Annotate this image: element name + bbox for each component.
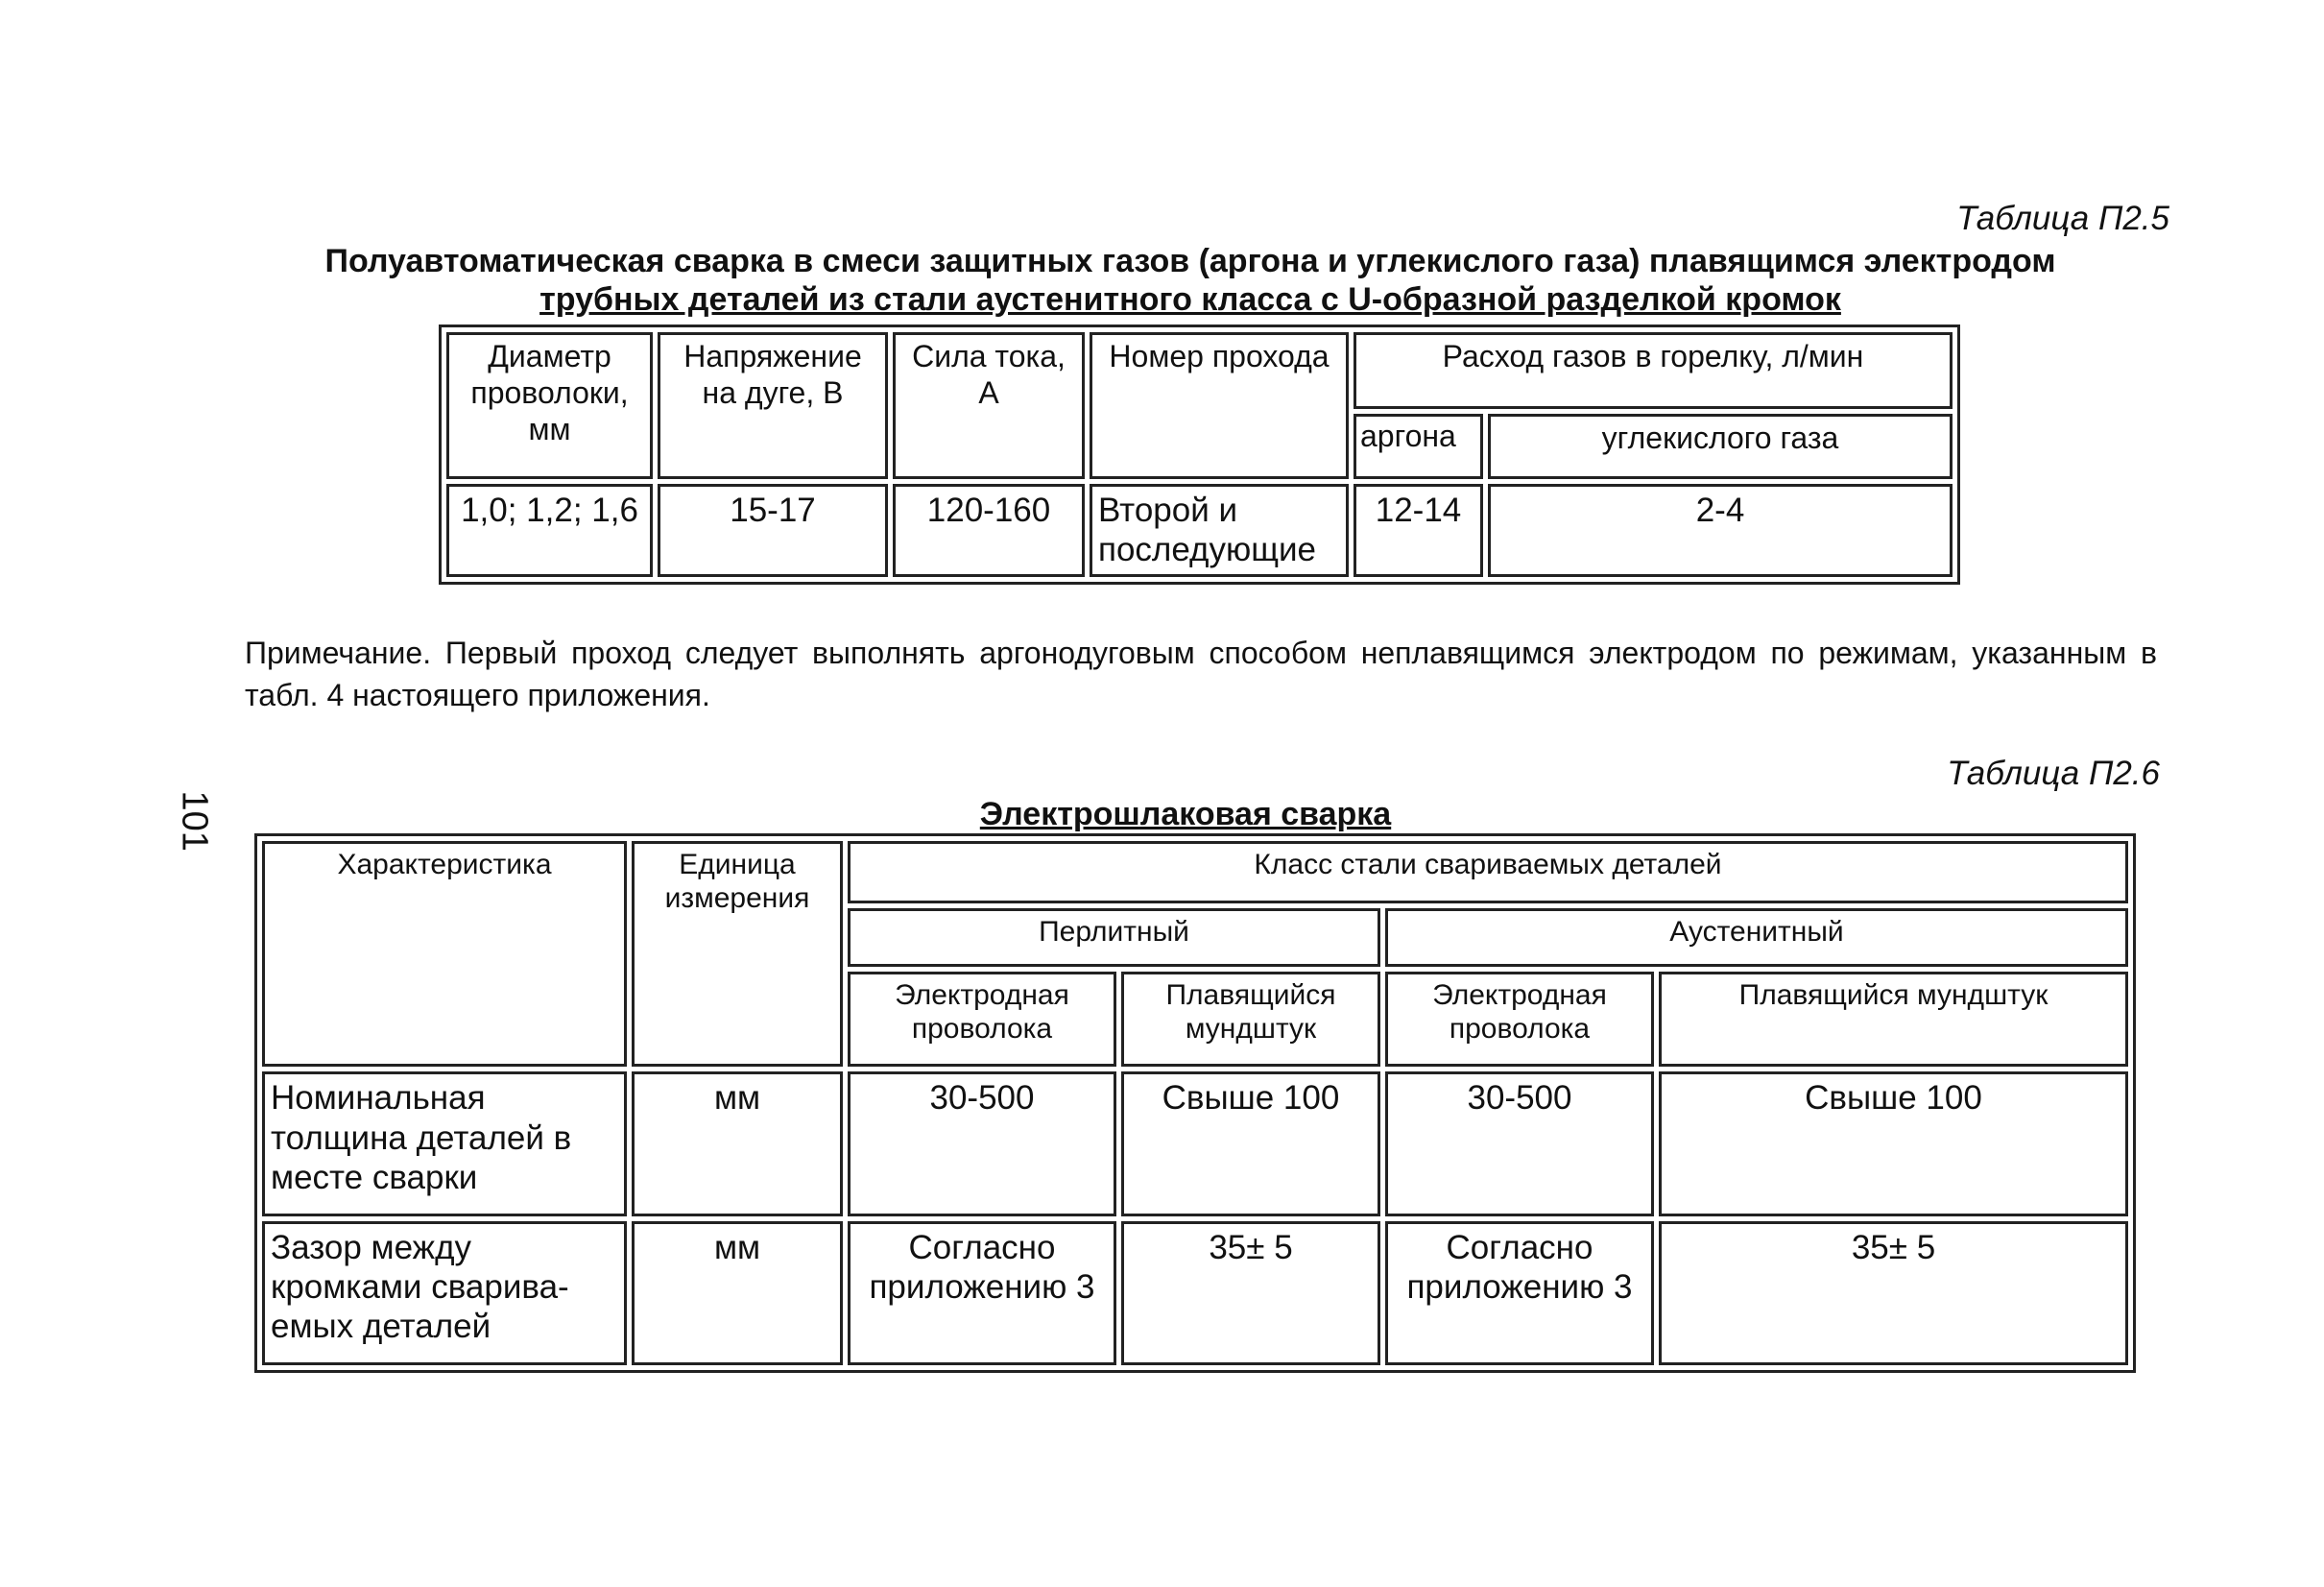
t2-row2-unit: мм [632, 1221, 843, 1365]
table2 [254, 833, 2136, 1373]
t2-header-characteristic: Характеристика [262, 841, 627, 1067]
t2-row1-p-wire: 30-500 [848, 1071, 1116, 1215]
page-number: 101 [174, 790, 215, 852]
t2-header-unit: Единица измерения [632, 841, 843, 1067]
t2-row2-a-nozzle: 35± 5 [1659, 1221, 2128, 1365]
t1-header-pass: Номер прохода [1090, 332, 1349, 479]
t2-header-p-wire: Электродная проволока [848, 972, 1116, 1068]
t2-header-steel-class: Класс стали свариваемых деталей [848, 841, 2128, 903]
t1-cell-pass: Второй и последующие [1090, 484, 1349, 577]
t2-row1-characteristic: Номинальная толщина деталей в месте сварки [262, 1071, 627, 1215]
table2-title-text: Электрошлаковая сварка [979, 796, 1392, 832]
t1-header-voltage: Напряжение на дуге, В [658, 332, 888, 479]
t1-cell-diameter: 1,0; 1,2; 1,6 [446, 484, 653, 577]
t2-row2-characteristic-line1: Зазор между [271, 1228, 471, 1266]
t1-header-co2: углекислого газа [1488, 414, 1953, 479]
t2-header-austenitic: Аустенитный [1385, 908, 2128, 967]
t1-header-gas-flow: Расход газов в горелку, л/мин [1354, 332, 1953, 409]
t2-header-pearlitic: Перлитный [848, 908, 1380, 967]
t2-row2-a-wire: Согласно приложению 3 [1385, 1221, 1654, 1365]
t2-row1-a-wire: 30-500 [1385, 1071, 1654, 1215]
table1-title-line1: Полуавтоматическая сварка в смеси защитных газов (аргона и углекислого газа) плавящимся электродом [324, 243, 2056, 279]
t2-row2-p-nozzle: 35± 5 [1121, 1221, 1380, 1365]
t2-row2-characteristic-line3: емых деталей [271, 1308, 491, 1346]
t2-header-a-wire: Электродная проволока [1385, 972, 1654, 1068]
t2-header-a-nozzle: Плавящийся мундштук [1659, 972, 2128, 1068]
note-text: Примечание. Первый проход следует выполнять аргонодуговым способом неплавящимся электродом по режимам, указанным в табл. 4 настоящего приложения. [245, 636, 2157, 712]
t2-row2-p-wire: Согласно приложению 3 [848, 1221, 1116, 1365]
table2-caption: Таблица П2.6 [1947, 755, 2160, 792]
table1-caption: Таблица П2.5 [1956, 200, 2169, 237]
t1-cell-voltage: 15-17 [658, 484, 888, 577]
t1-header-argon: аргона [1354, 414, 1483, 479]
t2-header-p-nozzle: Плавящийся мундштук [1121, 972, 1380, 1068]
table1-title [250, 242, 2131, 319]
t2-row1-unit: мм [632, 1071, 843, 1215]
table1-title-line2: трубных деталей из стали аустенитного класса с U-образной разделкой кромок [539, 281, 1841, 318]
t2-row2-characteristic [262, 1221, 627, 1365]
t1-cell-current: 120-160 [893, 484, 1085, 577]
t1-cell-co2: 2-4 [1488, 484, 1953, 577]
t1-cell-argon: 12-14 [1354, 484, 1483, 577]
t1-header-diameter: Диаметр проволоки, мм [446, 332, 653, 479]
t1-header-current: Сила тока, А [893, 332, 1085, 479]
table2-title [922, 795, 1450, 833]
t2-row1-a-nozzle: Свыше 100 [1659, 1071, 2128, 1215]
t2-row1-p-nozzle: Свыше 100 [1121, 1071, 1380, 1215]
t2-row2-characteristic-line2: кромками сварива- [271, 1267, 569, 1306]
table1 [439, 325, 1960, 585]
